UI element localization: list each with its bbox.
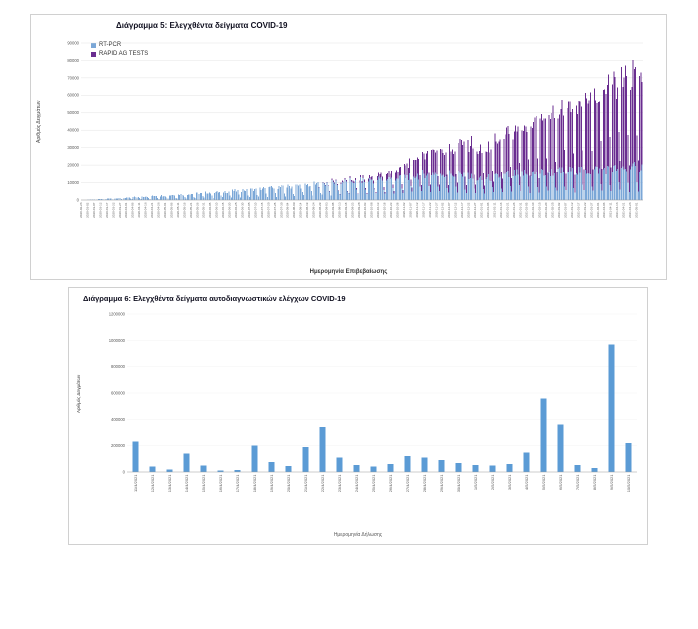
svg-text:2020-05-21: 2020-05-21 bbox=[188, 202, 193, 218]
svg-text:2020-11-22: 2020-11-22 bbox=[427, 202, 432, 218]
svg-text:28/4/2021: 28/4/2021 bbox=[422, 474, 427, 493]
svg-text:2021-04-16: 2021-04-16 bbox=[615, 202, 620, 218]
svg-text:2020-02-26: 2020-02-26 bbox=[79, 202, 83, 218]
svg-text:2020-09-18: 2020-09-18 bbox=[343, 202, 348, 218]
svg-text:2020-04-16: 2020-04-16 bbox=[143, 202, 148, 218]
svg-text:9/5/2021: 9/5/2021 bbox=[609, 474, 614, 491]
svg-text:4/5/2021: 4/5/2021 bbox=[524, 474, 529, 491]
svg-text:2021-01-06: 2021-01-06 bbox=[485, 202, 490, 218]
svg-text:2020-07-20: 2020-07-20 bbox=[266, 202, 271, 218]
svg-text:40000: 40000 bbox=[67, 127, 79, 133]
svg-text:2020-06-25: 2020-06-25 bbox=[234, 202, 239, 218]
svg-text:2020-09-23: 2020-09-23 bbox=[350, 202, 355, 218]
svg-text:2021-04-01: 2021-04-01 bbox=[595, 202, 600, 218]
svg-text:15/4/2021: 15/4/2021 bbox=[201, 474, 206, 493]
svg-text:2020-09-08: 2020-09-08 bbox=[330, 202, 335, 218]
svg-text:2020-06-10: 2020-06-10 bbox=[214, 202, 219, 218]
legend-label-rtpcr: RT-PCR bbox=[99, 42, 122, 48]
svg-text:2/5/2021: 2/5/2021 bbox=[490, 474, 495, 491]
svg-text:2021-03-12: 2021-03-12 bbox=[569, 202, 574, 218]
svg-text:2020-10-23: 2020-10-23 bbox=[389, 202, 394, 218]
svg-text:2020-03-07: 2020-03-07 bbox=[91, 202, 96, 218]
svg-text:60000: 60000 bbox=[67, 92, 79, 98]
svg-text:17/4/2021: 17/4/2021 bbox=[235, 474, 240, 493]
svg-text:0: 0 bbox=[122, 469, 125, 475]
svg-text:2020-08-09: 2020-08-09 bbox=[292, 202, 297, 218]
svg-text:80000: 80000 bbox=[67, 57, 79, 63]
svg-text:2020-09-28: 2020-09-28 bbox=[356, 202, 361, 218]
svg-text:20/4/2021: 20/4/2021 bbox=[286, 474, 291, 493]
chart6-title: Διάγραμμα 6: Ελεγχθέντα δείγματα αυτοδιαγνωστικών ελέγχων COVID-19 bbox=[83, 294, 346, 303]
svg-text:10/5/2021: 10/5/2021 bbox=[626, 474, 631, 493]
svg-text:800000: 800000 bbox=[111, 364, 125, 370]
svg-text:2020-06-05: 2020-06-05 bbox=[208, 202, 213, 218]
svg-text:2021-01-16: 2021-01-16 bbox=[498, 202, 503, 218]
svg-text:2020-11-12: 2020-11-12 bbox=[414, 202, 419, 218]
svg-text:2020-06-30: 2020-06-30 bbox=[240, 202, 245, 218]
svg-text:2020-12-02: 2020-12-02 bbox=[440, 202, 445, 218]
svg-text:2021-02-10: 2021-02-10 bbox=[531, 202, 536, 218]
svg-text:2021-03-07: 2021-03-07 bbox=[563, 202, 568, 218]
svg-text:30/4/2021: 30/4/2021 bbox=[456, 474, 461, 493]
svg-text:90000: 90000 bbox=[67, 40, 79, 46]
svg-text:2020-04-01: 2020-04-01 bbox=[124, 202, 129, 218]
chart6-x-axis-label: Ημερομηνία Δήλωσης bbox=[333, 532, 383, 538]
svg-text:2020-04-11: 2020-04-11 bbox=[137, 202, 142, 218]
svg-text:2021-02-15: 2021-02-15 bbox=[537, 202, 542, 218]
svg-text:2020-08-29: 2020-08-29 bbox=[318, 202, 323, 218]
svg-text:2020-05-01: 2020-05-01 bbox=[162, 202, 167, 218]
svg-text:2020-05-11: 2020-05-11 bbox=[175, 202, 180, 218]
svg-text:2020-03-17: 2020-03-17 bbox=[104, 202, 109, 218]
svg-text:2021-05-01: 2021-05-01 bbox=[634, 202, 639, 218]
svg-text:2021-03-17: 2021-03-17 bbox=[576, 202, 581, 218]
svg-text:14/4/2021: 14/4/2021 bbox=[184, 474, 189, 493]
svg-text:3/5/2021: 3/5/2021 bbox=[507, 474, 512, 491]
svg-text:2021-04-26: 2021-04-26 bbox=[628, 202, 633, 218]
svg-text:2020-07-30: 2020-07-30 bbox=[279, 202, 284, 218]
svg-text:2021-02-25: 2021-02-25 bbox=[550, 202, 555, 218]
svg-text:2021-02-05: 2021-02-05 bbox=[524, 202, 529, 218]
svg-text:2020-10-28: 2020-10-28 bbox=[395, 202, 400, 218]
svg-text:2021-03-22: 2021-03-22 bbox=[582, 202, 587, 218]
svg-text:5/5/2021: 5/5/2021 bbox=[541, 474, 546, 491]
chart5-y-axis-label: Αριθμός Δειγμάτων bbox=[36, 100, 42, 143]
svg-text:2021-01-11: 2021-01-11 bbox=[492, 202, 497, 218]
svg-text:2020-08-04: 2020-08-04 bbox=[285, 202, 290, 218]
svg-text:13/4/2021: 13/4/2021 bbox=[167, 474, 172, 493]
svg-text:2020-07-10: 2020-07-10 bbox=[253, 202, 258, 218]
svg-text:2020-03-27: 2020-03-27 bbox=[117, 202, 122, 218]
svg-text:1/5/2021: 1/5/2021 bbox=[473, 474, 478, 491]
svg-text:2021-01-01: 2021-01-01 bbox=[479, 202, 484, 218]
svg-text:200000: 200000 bbox=[111, 443, 125, 449]
svg-text:22/4/2021: 22/4/2021 bbox=[320, 474, 325, 493]
svg-text:7/5/2021: 7/5/2021 bbox=[575, 474, 580, 491]
svg-text:2020-08-14: 2020-08-14 bbox=[298, 202, 303, 218]
svg-text:2020-12-22: 2020-12-22 bbox=[466, 202, 471, 218]
svg-text:2020-07-15: 2020-07-15 bbox=[259, 202, 264, 218]
svg-text:2020-10-03: 2020-10-03 bbox=[363, 202, 368, 218]
svg-text:25/4/2021: 25/4/2021 bbox=[371, 474, 376, 493]
chart6-canvas bbox=[85, 304, 645, 526]
chart5-x-axis-label: Ημερομηνία Επιβεβαίωσης bbox=[309, 269, 388, 275]
svg-text:2021-01-26: 2021-01-26 bbox=[511, 202, 516, 218]
svg-text:2020-12-17: 2020-12-17 bbox=[460, 202, 465, 218]
svg-text:30000: 30000 bbox=[67, 145, 79, 151]
svg-text:24/4/2021: 24/4/2021 bbox=[354, 474, 359, 493]
svg-text:18/4/2021: 18/4/2021 bbox=[252, 474, 257, 493]
svg-text:16/4/2021: 16/4/2021 bbox=[218, 474, 223, 493]
svg-text:2020-09-13: 2020-09-13 bbox=[337, 202, 342, 218]
svg-text:2020-11-02: 2020-11-02 bbox=[401, 202, 406, 218]
chart5-title: Διάγραμμα 5: Ελεγχθέντα δείγματα COVID-19 bbox=[116, 21, 288, 30]
svg-text:27/4/2021: 27/4/2021 bbox=[405, 474, 410, 493]
svg-text:2020-09-03: 2020-09-03 bbox=[324, 202, 329, 218]
svg-text:600000: 600000 bbox=[111, 390, 125, 396]
svg-text:2020-07-25: 2020-07-25 bbox=[272, 202, 277, 218]
svg-text:2020-06-20: 2020-06-20 bbox=[227, 202, 232, 218]
svg-text:2020-12-07: 2020-12-07 bbox=[447, 202, 452, 218]
svg-text:26/4/2021: 26/4/2021 bbox=[388, 474, 393, 493]
svg-text:11/4/2021: 11/4/2021 bbox=[133, 474, 138, 492]
svg-text:2020-04-06: 2020-04-06 bbox=[130, 202, 135, 218]
svg-text:2020-04-26: 2020-04-26 bbox=[156, 202, 161, 218]
legend-label-rapid: RAPID AG TESTS bbox=[99, 51, 149, 57]
svg-text:2021-04-06: 2021-04-06 bbox=[602, 202, 607, 218]
svg-text:2020-05-26: 2020-05-26 bbox=[195, 202, 200, 218]
svg-text:2020-05-31: 2020-05-31 bbox=[201, 202, 206, 218]
svg-text:6/5/2021: 6/5/2021 bbox=[558, 474, 563, 491]
svg-text:2020-12-12: 2020-12-12 bbox=[453, 202, 458, 218]
svg-text:2021-01-31: 2021-01-31 bbox=[518, 202, 523, 218]
svg-text:2020-10-18: 2020-10-18 bbox=[382, 202, 387, 218]
svg-text:0: 0 bbox=[76, 197, 79, 203]
svg-text:2020-10-13: 2020-10-13 bbox=[376, 202, 381, 218]
svg-text:19/4/2021: 19/4/2021 bbox=[269, 474, 274, 493]
svg-text:70000: 70000 bbox=[67, 75, 79, 81]
svg-text:2020-10-08: 2020-10-08 bbox=[369, 202, 374, 218]
chart6-y-axis-label: Αριθμός Δειγμάτων bbox=[76, 374, 81, 413]
svg-text:2020-05-06: 2020-05-06 bbox=[169, 202, 174, 218]
svg-text:2020-04-21: 2020-04-21 bbox=[150, 202, 155, 218]
svg-text:29/4/2021: 29/4/2021 bbox=[439, 474, 444, 493]
svg-text:2020-11-27: 2020-11-27 bbox=[434, 202, 439, 218]
svg-text:2020-03-22: 2020-03-22 bbox=[111, 202, 116, 218]
svg-text:2020-05-16: 2020-05-16 bbox=[182, 202, 187, 218]
svg-text:2021-02-20: 2021-02-20 bbox=[544, 202, 549, 218]
svg-text:2021-03-27: 2021-03-27 bbox=[589, 202, 594, 218]
svg-text:2020-07-05: 2020-07-05 bbox=[246, 202, 251, 218]
svg-text:21/4/2021: 21/4/2021 bbox=[303, 474, 308, 493]
svg-text:50000: 50000 bbox=[67, 110, 79, 116]
svg-text:2021-04-21: 2021-04-21 bbox=[621, 202, 626, 218]
svg-text:2021-01-21: 2021-01-21 bbox=[505, 202, 510, 218]
svg-text:2020-08-19: 2020-08-19 bbox=[305, 202, 310, 218]
svg-text:2020-06-15: 2020-06-15 bbox=[221, 202, 226, 218]
svg-text:2020-08-24: 2020-08-24 bbox=[311, 202, 316, 218]
svg-text:12/4/2021: 12/4/2021 bbox=[150, 474, 155, 493]
svg-text:400000: 400000 bbox=[111, 416, 125, 422]
svg-text:2020-11-17: 2020-11-17 bbox=[421, 202, 426, 218]
chart5-panel bbox=[30, 14, 667, 280]
svg-text:10000: 10000 bbox=[67, 179, 79, 185]
svg-text:2020-12-27: 2020-12-27 bbox=[473, 202, 478, 218]
svg-text:1200000: 1200000 bbox=[108, 311, 125, 317]
svg-text:2020-03-02: 2020-03-02 bbox=[85, 202, 90, 218]
svg-text:8/5/2021: 8/5/2021 bbox=[592, 474, 597, 491]
svg-text:2020-03-12: 2020-03-12 bbox=[98, 202, 103, 218]
svg-text:23/4/2021: 23/4/2021 bbox=[337, 474, 342, 493]
svg-text:2021-04-11: 2021-04-11 bbox=[608, 202, 613, 218]
chart6-panel bbox=[68, 287, 648, 545]
svg-text:2020-11-07: 2020-11-07 bbox=[408, 202, 413, 218]
svg-text:2021-03-02: 2021-03-02 bbox=[557, 202, 562, 218]
svg-text:1000000: 1000000 bbox=[108, 337, 125, 343]
svg-text:20000: 20000 bbox=[67, 162, 79, 168]
chart5-canvas bbox=[45, 35, 649, 253]
